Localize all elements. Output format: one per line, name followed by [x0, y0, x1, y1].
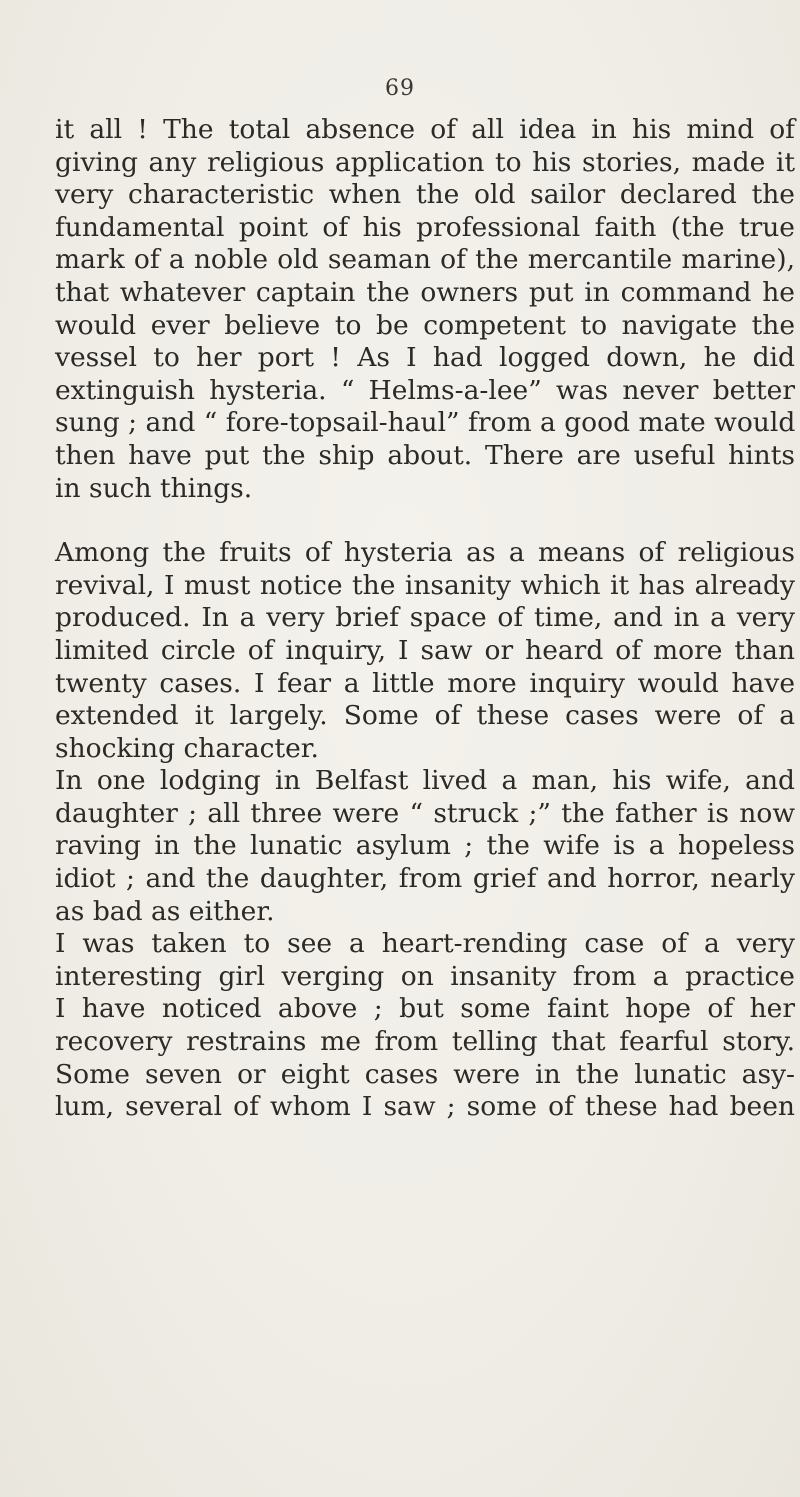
text-line: raving in the lunatic asylum ; the wife is a hopeless [55, 830, 795, 862]
text-line: In one lodging in Belfast lived a man, his wife, and [55, 765, 795, 797]
text-line: in such things. [55, 472, 253, 504]
page-number: 69 [385, 76, 415, 101]
text-line: twenty cases. I fear a little more inquiry would have [55, 667, 795, 699]
text-line: extinguish hysteria. “ Helms-a-lee” was never better [55, 374, 795, 406]
text-line: vessel to her port ! As I had logged down, he did [55, 342, 795, 374]
body-text [55, 114, 795, 1124]
paragraph-1 [55, 114, 795, 505]
text-line: Some seven or eight cases were in the lunatic asy- [55, 1058, 795, 1090]
text-line: that whatever captain the owners put in command he [55, 276, 795, 308]
text-line: giving any religious application to his stories, made it [55, 146, 795, 178]
paragraph-2 [55, 537, 795, 765]
text-line: produced. In a very brief space of time, and in a very [55, 602, 795, 634]
text-line: as bad as either. [55, 895, 275, 927]
text-line: recovery restrains me from telling that fearful story. [55, 1026, 795, 1058]
text-line: idiot ; and the daughter, from grief and horror, nearly [55, 863, 795, 895]
paragraph-gap [55, 505, 795, 537]
text-line: then have put the ship about. There are useful hints [55, 439, 795, 471]
paragraph-4 [55, 928, 795, 1124]
text-line: interesting girl verging on insanity from a practice [55, 960, 795, 992]
text-line: Among the fruits of hysteria as a means of religious [55, 537, 795, 569]
text-line: I have noticed above ; but some faint hope of her [55, 993, 795, 1025]
text-line: shocking character. [55, 732, 319, 764]
text-line: revival, I must notice the insanity which it has already [55, 569, 795, 601]
text-line: fundamental point of his professional faith (the true [55, 211, 795, 243]
text-line: I was taken to see a heart-rending case of a very [55, 928, 795, 960]
text-line: very characteristic when the old sailor declared the [55, 179, 795, 211]
text-line: it all ! The total absence of all idea in his mind of [55, 114, 795, 145]
text-line: mark of a noble old seaman of the mercantile marine), [55, 244, 795, 276]
text-line: sung ; and “ fore-topsail-haul” from a good mate would [55, 407, 796, 439]
text-line: daughter ; all three were “ struck ;” the father is now [55, 797, 795, 829]
paragraph-3 [55, 765, 795, 928]
text-line: extended it largely. Some of these cases were of a [55, 700, 795, 732]
text-line: limited circle of inquiry, I saw or heard of more than [55, 634, 795, 666]
text-line: would ever believe to be competent to navigate the [55, 309, 795, 341]
text-line: lum, several of whom I saw ; some of these had been [55, 1091, 795, 1123]
